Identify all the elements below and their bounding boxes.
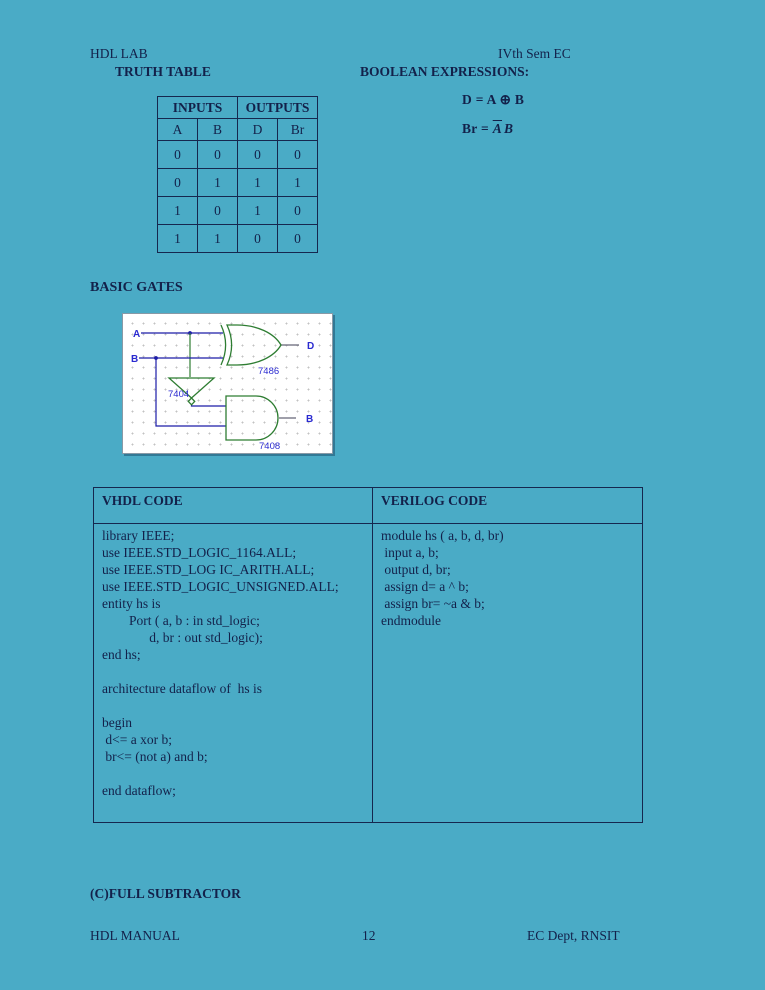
footer-dept-label: EC Dept, RNSIT	[527, 928, 620, 943]
truth-cell: 1	[198, 169, 238, 197]
label-output-b: B	[306, 414, 314, 425]
xor-gate	[227, 325, 281, 365]
boolean-expression-br	[462, 121, 513, 137]
wire-b-to-and	[156, 358, 226, 426]
truth-table	[157, 96, 318, 253]
truth-cell: 0	[158, 169, 198, 197]
truth-cell: 1	[238, 169, 278, 197]
truth-cell: 0	[198, 141, 238, 169]
xor-gate-input-arc	[221, 325, 226, 365]
boolean-expression-d: D = A ⊕ B	[462, 92, 525, 107]
truth-cell: 1	[158, 225, 198, 253]
and-gate	[226, 396, 278, 440]
expr-br-a-overline: $\overline{A}$	[492, 121, 503, 136]
verilog-code-block: module hs ( a, b, d, br) input a, b; output d, br; assign d= a ^ b; assign br= ~a & b; endmodule	[381, 528, 504, 628]
truth-col-a: A	[158, 119, 198, 141]
truth-cell: 0	[238, 225, 278, 253]
truth-cell: 0	[158, 141, 198, 169]
truth-cell: 0	[278, 197, 318, 225]
truth-table-title: TRUTH TABLE	[115, 64, 211, 79]
truth-row	[158, 197, 318, 225]
truth-cell: 0	[198, 197, 238, 225]
chip-label-7404: 7404	[168, 389, 190, 400]
not-gate-bubble	[188, 398, 194, 405]
label-input-b: B	[131, 354, 139, 365]
label-input-a: A	[133, 329, 141, 340]
truth-cell: 0	[278, 225, 318, 253]
label-output-d: D	[307, 341, 315, 352]
truth-cell: 1	[198, 225, 238, 253]
vhdl-code-block: library IEEE; use IEEE.STD_LOGIC_1164.ALL; use IEEE.STD_LOG IC_ARITH.ALL; use IEEE.STD_LOGIC_UNSIGNED.ALL; entity hs is Port ( a, b : in std_logic; d, br : out std_logic); end hs; architecture dataflow of hs is begin d<= a xor b; br<= (not a) and b; end dataflow;	[102, 528, 339, 798]
vhdl-code-header: VHDL CODE	[94, 488, 373, 524]
circuit-diagram	[122, 313, 333, 454]
truth-cell: 1	[278, 169, 318, 197]
code-table	[93, 487, 643, 823]
footer-page-number: 12	[362, 928, 376, 943]
wire-not-to-and	[192, 405, 227, 406]
basic-gates-title: BASIC GATES	[90, 280, 183, 295]
truth-cell: 0	[278, 141, 318, 169]
truth-table-group-outputs: OUTPUTS	[238, 97, 318, 119]
truth-row	[158, 141, 318, 169]
truth-cell: 0	[238, 141, 278, 169]
truth-row	[158, 169, 318, 197]
truth-col-d: D	[238, 119, 278, 141]
header-left: HDL LAB	[90, 46, 148, 61]
truth-row	[158, 225, 318, 253]
truth-cell: 1	[238, 197, 278, 225]
expr-br-b: B	[504, 121, 514, 136]
circuit-svg	[123, 314, 332, 453]
next-section-title: (C)FULL SUBTRACTOR	[90, 886, 241, 901]
truth-cell: 1	[158, 197, 198, 225]
truth-table-group-inputs: INPUTS	[158, 97, 238, 119]
expr-br-prefix: Br =	[462, 121, 493, 136]
truth-col-b: B	[198, 119, 238, 141]
chip-label-7408: 7408	[259, 441, 281, 452]
verilog-code-header: VERILOG CODE	[373, 488, 643, 524]
footer-manual-label: HDL MANUAL	[90, 928, 180, 943]
boolean-expressions-title: BOOLEAN EXPRESSIONS:	[360, 64, 530, 79]
header-right: IVth Sem EC	[498, 46, 571, 61]
truth-col-br: Br	[278, 119, 318, 141]
chip-label-7486: 7486	[258, 366, 280, 377]
